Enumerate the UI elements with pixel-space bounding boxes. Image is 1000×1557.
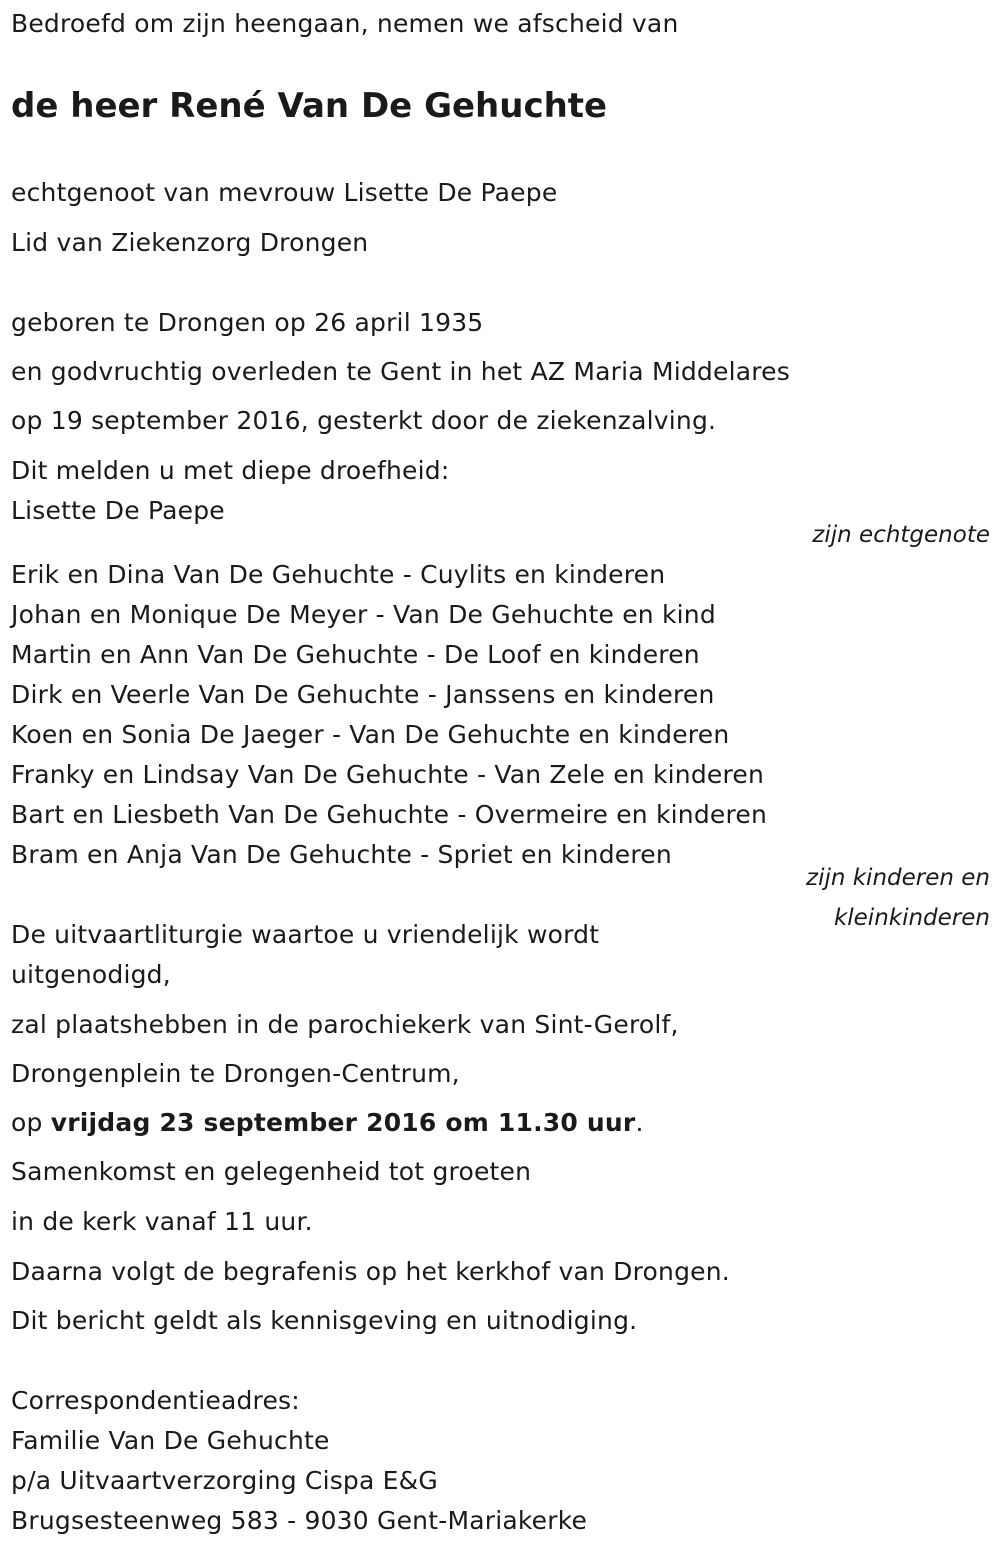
funeral-line: Daarna volgt de begrafenis op het kerkhof van Drongen. bbox=[11, 1257, 730, 1286]
child-family: Bram en Anja Van De Gehuchte - Spriet en kinderen bbox=[11, 840, 672, 869]
birth-line: geboren te Drongen op 26 april 1935 bbox=[11, 308, 484, 337]
funeral-line: Dit bericht geldt als kennisgeving en uitnodiging. bbox=[11, 1306, 638, 1335]
children-role-line2: kleinkinderen bbox=[833, 905, 990, 931]
funeral-line: Drongenplein te Drongen-Centrum, bbox=[11, 1059, 460, 1088]
obituary-intro: Bedroefd om zijn heengaan, nemen we afscheid van bbox=[11, 9, 679, 38]
funeral-line: uitgenodigd, bbox=[11, 960, 171, 989]
child-family: Dirk en Veerle Van De Gehuchte - Janssens en kinderen bbox=[11, 680, 715, 709]
death-place-line: en godvruchtig overleden te Gent in het AZ Maria Middelares bbox=[11, 357, 790, 386]
announce-line: Dit melden u met diepe droefheid: bbox=[11, 456, 450, 485]
funeral-line: in de kerk vanaf 11 uur. bbox=[11, 1207, 313, 1236]
deceased-name: de heer René Van De Gehuchte bbox=[11, 86, 608, 126]
correspondence-line: Brugsesteenweg 583 - 9030 Gent-Mariakerke bbox=[11, 1506, 588, 1535]
spouse-line: echtgenoot van mevrouw Lisette De Paepe bbox=[11, 178, 558, 207]
funeral-date-prefix: op bbox=[11, 1108, 51, 1137]
correspondence-heading: Correspondentieadres: bbox=[11, 1386, 300, 1415]
child-family: Koen en Sonia De Jaeger - Van De Gehuchte en kinderen bbox=[11, 720, 730, 749]
correspondence-line: p/a Uitvaartverzorging Cispa E&G bbox=[11, 1466, 438, 1495]
child-family: Franky en Lindsay Van De Gehuchte - Van Zele en kinderen bbox=[11, 760, 765, 789]
correspondence-line: Familie Van De Gehuchte bbox=[11, 1426, 330, 1455]
funeral-line: De uitvaartliturgie waartoe u vriendelijk wordt bbox=[11, 920, 600, 949]
funeral-date-suffix: . bbox=[635, 1108, 644, 1137]
death-date-line: op 19 september 2016, gesterkt door de ziekenzalving. bbox=[11, 406, 717, 435]
child-family: Erik en Dina Van De Gehuchte - Cuylits en kinderen bbox=[11, 560, 666, 589]
child-family: Johan en Monique De Meyer - Van De Gehuchte en kind bbox=[11, 600, 716, 629]
spouse-role: zijn echtgenote bbox=[812, 522, 990, 548]
funeral-date-line bbox=[11, 1108, 644, 1138]
funeral-date: vrijdag 23 september 2016 om 11.30 uur bbox=[50, 1108, 636, 1137]
children-role-line1: zijn kinderen en bbox=[806, 865, 990, 891]
child-family: Bart en Liesbeth Van De Gehuchte - Overmeire en kinderen bbox=[11, 800, 768, 829]
child-family: Martin en Ann Van De Gehuchte - De Loof en kinderen bbox=[11, 640, 700, 669]
funeral-line: zal plaatshebben in de parochiekerk van Sint-Gerolf, bbox=[11, 1010, 679, 1039]
membership-line: Lid van Ziekenzorg Drongen bbox=[11, 228, 369, 257]
funeral-line: Samenkomst en gelegenheid tot groeten bbox=[11, 1157, 532, 1186]
spouse-name: Lisette De Paepe bbox=[11, 496, 225, 525]
